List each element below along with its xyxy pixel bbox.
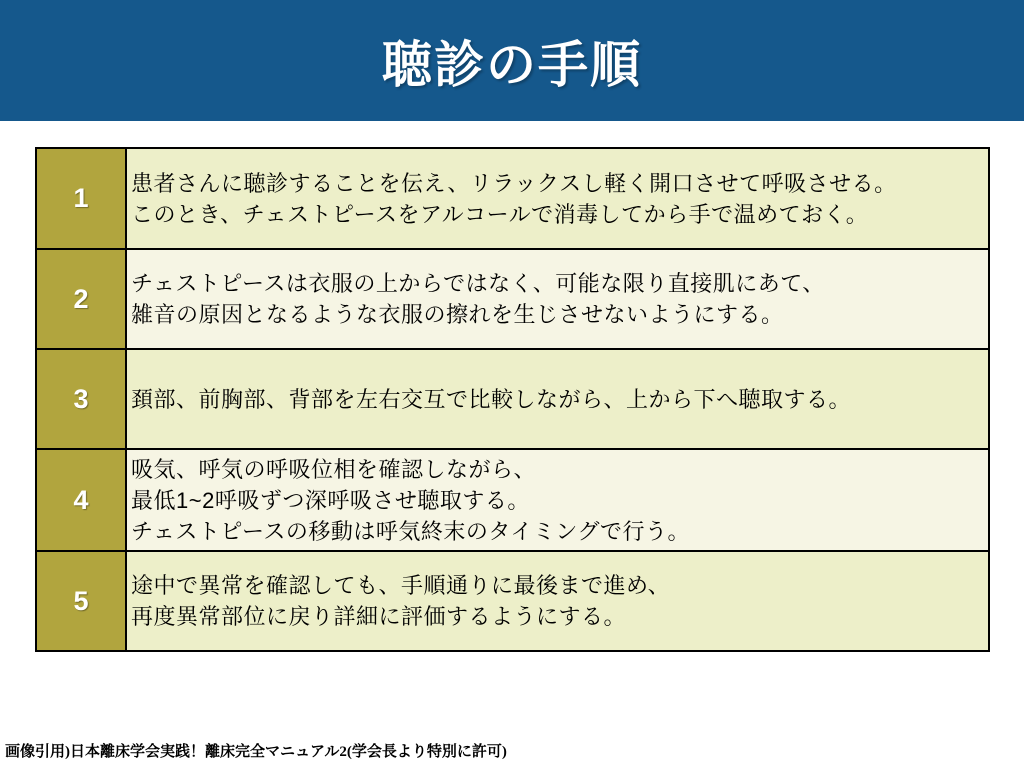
table-row: [37, 348, 988, 448]
step-description: 頚部、前胸部、背部を左右交互で比較しながら、上から下へ聴取する。: [127, 350, 988, 448]
step-description: チェストピースは衣服の上からではなく、可能な限り直接肌にあて、 雑音の原因となるような衣服の擦れを生じさせないようにする。: [127, 250, 988, 348]
title-bar: [0, 0, 1024, 121]
table-row: [37, 550, 988, 650]
step-description: 患者さんに聴診することを伝え、リラックスし軽く開口させて呼吸させる。 このとき、チェストピースをアルコールで消毒してから手で温めておく。: [127, 149, 988, 248]
step-description: 途中で異常を確認しても、手順通りに最後まで進め、 再度異常部位に戻り詳細に評価するようにする。: [127, 552, 988, 650]
step-number: 5: [37, 552, 127, 650]
table-row: [37, 149, 988, 248]
step-number: 3: [37, 350, 127, 448]
step-number: 2: [37, 250, 127, 348]
step-number: 1: [37, 149, 127, 248]
slide-title: 聴診の手順: [382, 36, 642, 93]
table-row: [37, 448, 988, 550]
step-description: 吸気、呼気の呼吸位相を確認しながら、 最低1~2呼吸ずつ深呼吸させ聴取する。 チェストピースの移動は呼気終末のタイミングで行う。: [127, 450, 988, 550]
steps-table: [35, 147, 990, 652]
table-row: [37, 248, 988, 348]
step-number: 4: [37, 450, 127, 550]
image-credit: 画像引用)日本離床学会実践！離床完全マニュアル2(学会長より特別に許可): [5, 744, 507, 760]
